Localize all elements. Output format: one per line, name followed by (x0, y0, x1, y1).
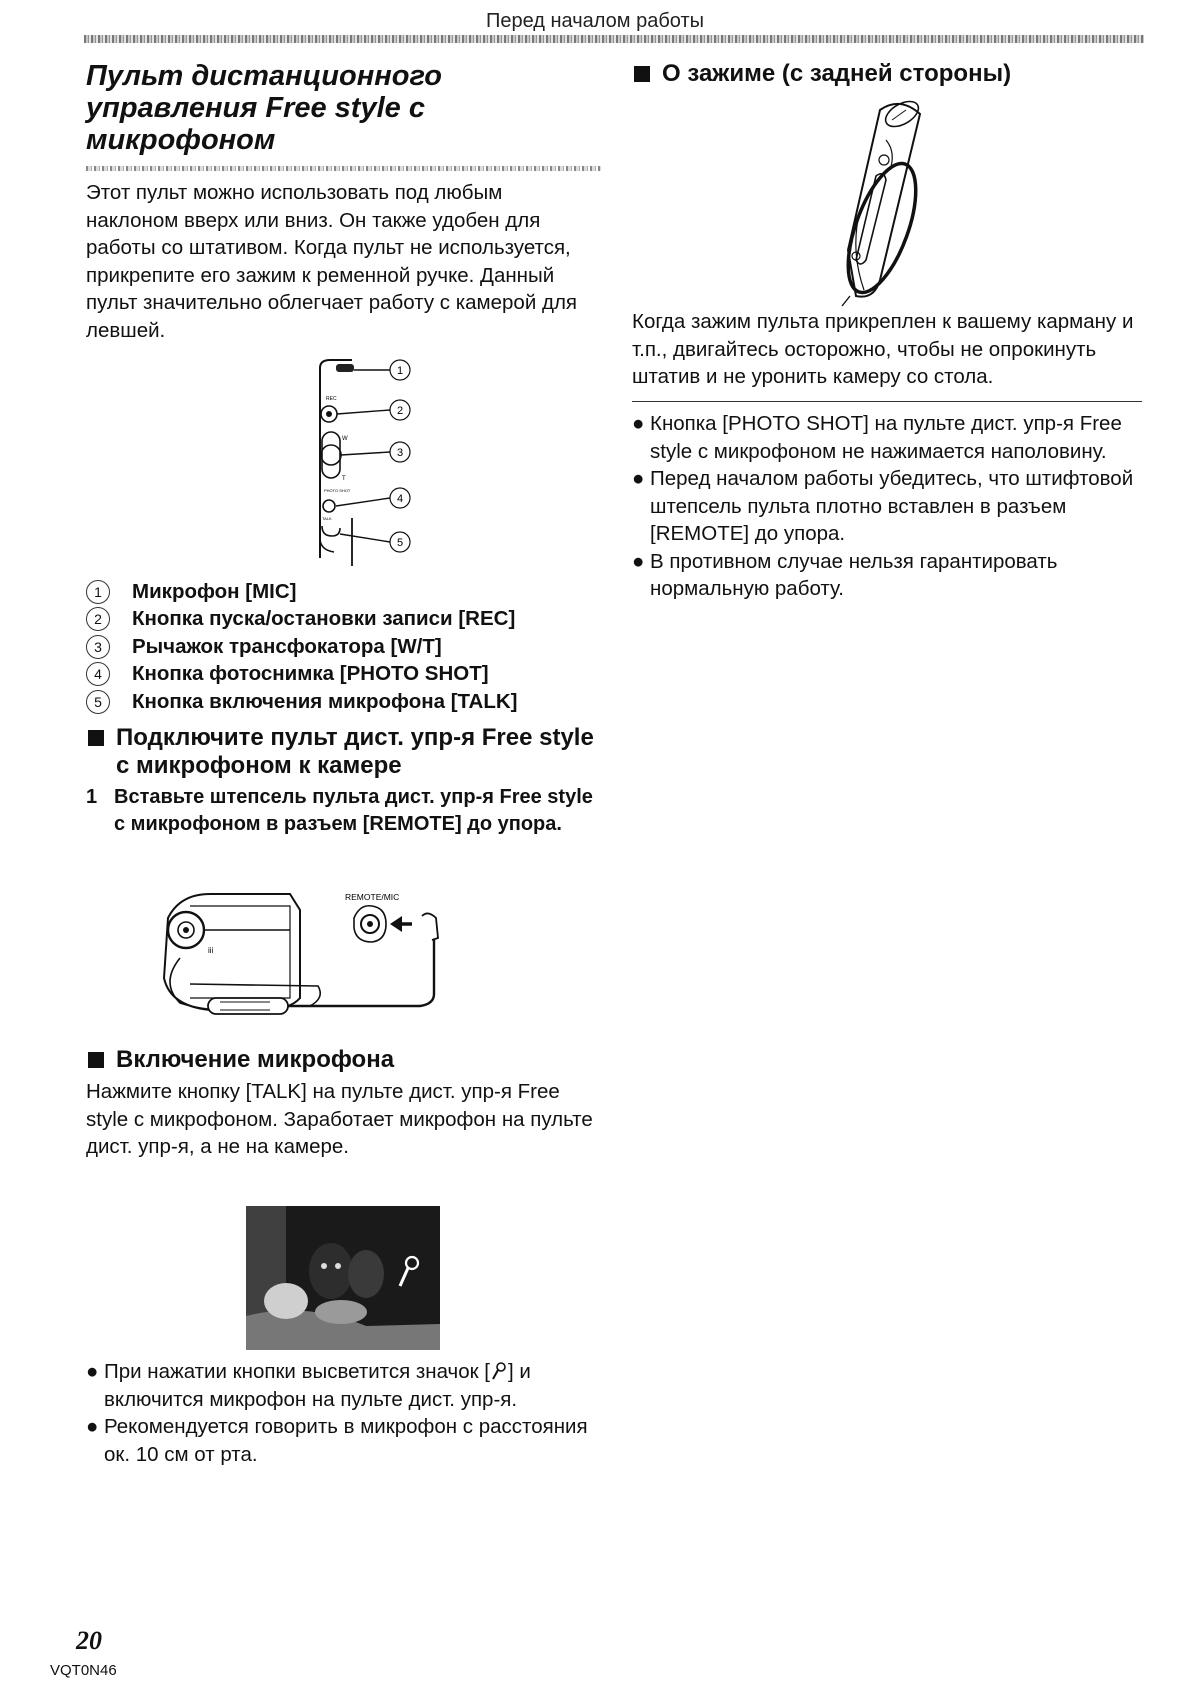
mic-text: Нажмите кнопку [TALK] на пульте дист. упр-я Free style с микрофоном. Заработает микрофон на пульте дист. упр-я, а не на камере. (86, 1080, 593, 1158)
left-column (86, 58, 596, 344)
bullet-item (632, 548, 1152, 603)
rec-label: REC (326, 396, 337, 402)
bullet-text-part: ] и включится микрофон на пульте дист. упр-я. (104, 1360, 531, 1411)
notes-list (632, 410, 1152, 603)
talk-button-icon (322, 526, 340, 536)
bullet-item (86, 1358, 606, 1413)
callout-3-label: 3 (396, 447, 404, 459)
mic-heading (86, 1046, 606, 1074)
bullet-text: В противном случае нельзя гарантировать нормальную работу. (650, 549, 1058, 600)
section-title: Пульт дистанционного управления Free style с микрофоном (86, 60, 442, 156)
bullet-text-part: При нажатии кнопки высветится значок [ (104, 1360, 490, 1383)
callout-5-label: 5 (396, 537, 404, 549)
clip-heading (632, 60, 1152, 88)
bullet-dot: ● (86, 1415, 99, 1438)
parts-legend (86, 578, 606, 838)
legend-item (86, 688, 606, 716)
page-header: Перед началом работы (485, 10, 705, 32)
plush-toy-shape (309, 1243, 353, 1299)
title-rule (86, 166, 601, 171)
clip-section (632, 308, 1152, 603)
clip-text: Когда зажим пульта прикреплен к вашему карману и т.п., двигайтесь осторожно, чтобы не опрокинуть штатив и не уронить камеру со стола. (632, 310, 1134, 388)
remote-body-icon (848, 104, 920, 297)
clip-diagram (820, 100, 970, 310)
mic-grille-icon (336, 364, 354, 372)
legend-text: Кнопка пуска/остановки записи [REC] (132, 607, 516, 631)
legend-num: 5 (86, 690, 110, 714)
callout-2-label: 2 (396, 405, 404, 417)
bullet-dot: ● (632, 467, 645, 490)
t-label: T (342, 476, 346, 482)
cable-icon (280, 940, 434, 1006)
square-bullet-icon (88, 1052, 104, 1068)
clip-highlight-circle (834, 155, 929, 301)
step-number: 1 (86, 785, 98, 808)
legend-text: Микрофон [MIC] (132, 579, 297, 603)
legend-num: 3 (86, 635, 110, 659)
mic-heading-text: Включение микрофона (116, 1046, 395, 1073)
photo-shot-label: PHOTO SHOT (324, 488, 351, 493)
bullet-text: Рекомендуется говорить в микрофон с расстояния ок. 10 см от рта. (104, 1415, 588, 1466)
plug-icon (422, 913, 438, 940)
bullet-text: Перед началом работы убедитесь, что штифтовой штепсель пульта плотно вставлен в разъем [REMOTE] до упора. (650, 467, 1134, 545)
talk-label: TALK (322, 516, 332, 521)
connect-step (86, 784, 606, 838)
header-rule (84, 35, 1144, 43)
remote-plug-body-icon (208, 998, 288, 1014)
legend-item (86, 661, 606, 689)
mic-section (86, 1046, 606, 1161)
divider-line (632, 401, 1142, 403)
intro-text: Этот пульт можно использовать под любым наклоном вверх или вниз. Он также удобен для работы со штативом. Когда пульт не используется, прикрепите его зажим к ременной ручке. Данный пульт значительно облегчает работу с камерой для левшей. (86, 181, 578, 342)
page-number: 20 (76, 1626, 102, 1655)
photo-button-icon (323, 500, 335, 512)
bullet-item (632, 465, 1152, 548)
bullet-dot: ● (632, 549, 645, 573)
bullet-dot: ● (632, 412, 645, 435)
model-code: VQT0N46 (50, 1662, 117, 1679)
bullet-text: Кнопка [PHOTO SHOT] на пульте дист. упр-я Free style с микрофоном не нажимается наполовину. (650, 412, 1122, 463)
white-toy-shape (264, 1283, 308, 1319)
legend-item (86, 633, 606, 661)
legend-num: 2 (86, 607, 110, 631)
bullet-item (86, 1413, 606, 1468)
square-bullet-icon (634, 66, 650, 82)
bullet-item (632, 410, 1152, 465)
bullet-dot: ● (86, 1360, 99, 1383)
legend-text: Кнопка включения микрофона [TALK] (132, 689, 518, 713)
legend-item (86, 578, 606, 606)
legend-item (86, 606, 606, 634)
legend-text: Кнопка фотоснимка [PHOTO SHOT] (132, 662, 489, 686)
legend-num: 4 (86, 662, 110, 686)
remote-mic-port-label: REMOTE/MIC (345, 892, 400, 902)
mic-bullets (86, 1358, 606, 1468)
w-label: W (342, 436, 348, 442)
legend-text: Рычажок трансфокатора [W/T] (132, 634, 442, 658)
callout-4-label: 4 (396, 493, 404, 505)
zoom-lever-icon (322, 432, 340, 478)
square-bullet-icon (88, 730, 104, 746)
connect-heading (86, 724, 606, 780)
right-column (632, 58, 1152, 88)
legend-num: 1 (86, 580, 110, 604)
camera-connection-diagram (150, 888, 480, 1048)
talk-screen-photo (246, 1206, 440, 1350)
remote-control-diagram (312, 358, 422, 568)
step-text: Вставьте штепсель пульта дист. упр-я Free style с микрофоном в разъем [REMOTE] до упора. (114, 785, 593, 835)
svg-text:iii: iii (208, 946, 214, 955)
clip-heading-text: О зажиме (с задней стороны) (662, 60, 1012, 87)
talk-mic-icon (490, 1361, 508, 1381)
callout-1-label: 1 (396, 365, 404, 377)
connect-heading-text: Подключите пульт дист. упр-я Free style с микрофоном к камере (116, 723, 594, 779)
